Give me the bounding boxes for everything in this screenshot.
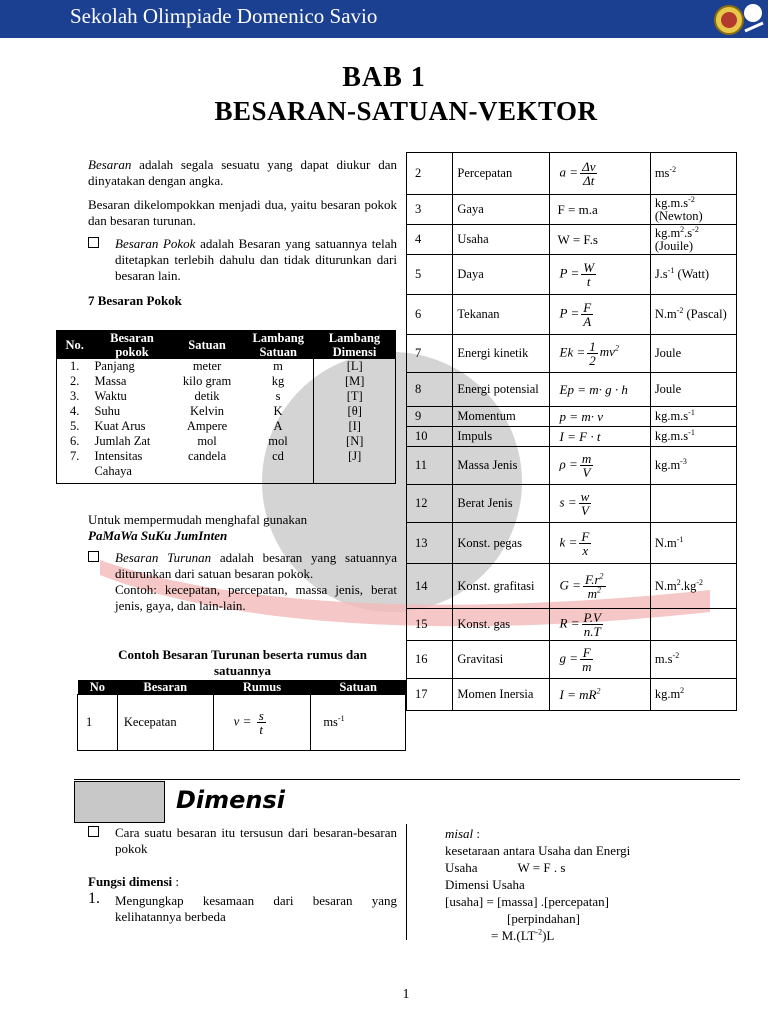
table-row	[57, 449, 396, 484]
row-besaran: Kuat Arus	[94, 419, 146, 433]
row-unit: $kg.m^{-3}$	[650, 447, 736, 485]
kesetaraan-text: kesetaraan antara Usaha dan Energi	[445, 843, 631, 858]
besaran-definition	[88, 157, 397, 189]
row-no: 17	[407, 679, 453, 711]
row-no: 7.	[70, 449, 80, 463]
table-row	[407, 523, 737, 564]
row-dimensi: [J]	[314, 449, 396, 484]
table-row	[57, 419, 396, 434]
row-unit: $kg.m^2$	[650, 679, 736, 711]
formula-lhs: ρ =	[559, 456, 578, 472]
row-besaran: Suhu	[94, 404, 121, 418]
row-lambang: m	[273, 359, 283, 373]
formula-fraction	[580, 646, 593, 673]
besaran-def-text: adalah segala sesuatu yang dapat diukur dan dinyatakan dengan angka.	[88, 157, 397, 188]
table-row	[407, 195, 737, 225]
row-quantity: Energi kinetik	[453, 335, 549, 373]
row-quantity: Konst. grafitasi	[453, 564, 549, 609]
fraction-denominator: V	[581, 503, 589, 518]
formula-lhs: R =	[559, 615, 580, 631]
row-besaran: Waktu	[94, 389, 127, 403]
row-unit	[650, 153, 736, 195]
row-no: 6.	[70, 434, 80, 448]
row-quantity: Momentum	[453, 407, 549, 427]
misal-label: misal	[445, 826, 474, 841]
unit-exponent: -1	[337, 713, 345, 723]
row-quantity: Percepatan	[453, 153, 549, 195]
row-formula	[549, 335, 650, 373]
table-row	[407, 485, 737, 523]
row-no: 13	[407, 523, 453, 564]
row-lambang: A	[273, 419, 283, 433]
row-besaran: Massa	[94, 374, 127, 388]
pokok-definition	[88, 236, 397, 284]
unit-text: ms	[654, 166, 670, 180]
fungsi-item-1	[88, 890, 397, 925]
row-no: 7	[407, 335, 453, 373]
fraction-denominator: A	[583, 314, 592, 329]
formula-lhs: v =	[233, 713, 252, 729]
table-row	[57, 374, 396, 389]
fraction-numerator: F	[583, 300, 592, 315]
school-name: Sekolah Olimpiade Domenico Savio	[70, 4, 378, 28]
formula-fraction	[579, 530, 591, 557]
row-formula: F = m.a	[549, 195, 650, 225]
row-dimensi: [N]	[314, 434, 396, 449]
turunan-term: Besaran Turunan	[115, 550, 212, 565]
fraction-numerator: P.V	[583, 610, 601, 625]
fungsi-heading	[88, 874, 179, 890]
fraction-numerator: 1	[589, 339, 596, 354]
unit-exponent: -2	[669, 164, 677, 174]
table-row	[57, 359, 396, 374]
row-lambang: K	[273, 404, 283, 418]
misal-colon: :	[473, 826, 481, 841]
row-formula: W = F.s	[549, 225, 650, 255]
formula-fraction	[587, 340, 598, 367]
dimensi-line-2: [perpindahan]	[507, 911, 580, 926]
row-quantity: Usaha	[453, 225, 549, 255]
table-row	[407, 335, 737, 373]
col-header: Satuan	[311, 680, 406, 695]
row-quantity: Konst. gas	[453, 609, 549, 641]
section-divider	[74, 779, 740, 780]
formula-fraction	[257, 709, 266, 736]
table-row	[78, 695, 406, 751]
row-dimensi: [M]	[314, 374, 396, 389]
fraction-denominator: Δt	[583, 173, 595, 188]
row-formula	[549, 255, 650, 295]
row-quantity: Berat Jenis	[453, 485, 549, 523]
row-dimensi: [L]	[314, 359, 396, 374]
row-quantity: Energi potensial	[453, 373, 549, 407]
row-lambang: kg	[271, 374, 285, 388]
row-besaran: Panjang	[94, 359, 135, 373]
pokok-table	[56, 330, 396, 484]
col-header: Rumus	[213, 680, 311, 695]
dimensi-line-1: [usaha] = [massa] .[percepatan]	[445, 894, 609, 909]
row-no: 2	[407, 153, 453, 195]
formula-lhs: g =	[559, 650, 579, 666]
row-no: 10	[407, 427, 453, 447]
row-formula: I = F · t	[549, 427, 650, 447]
row-unit: $J.s^{-1}$ (Watt)	[650, 255, 736, 295]
row-quantity: Massa Jenis	[453, 447, 549, 485]
usaha-formula: W = F . s	[517, 860, 566, 875]
row-satuan: candela	[187, 449, 227, 463]
row-no: 9	[407, 407, 453, 427]
checkbox-bullet-icon	[88, 237, 99, 248]
table-row	[407, 609, 737, 641]
row-formula	[549, 609, 650, 641]
fraction-denominator: t	[586, 274, 591, 289]
col-header: Besaran pokok	[92, 331, 171, 360]
table-row	[407, 255, 737, 295]
row-formula	[213, 695, 311, 751]
fraction-denominator: V	[582, 465, 591, 480]
table-row	[407, 225, 737, 255]
row-lambang: mol	[268, 434, 288, 448]
row-no: 16	[407, 641, 453, 679]
formula-rhs: $mv^2$	[599, 344, 619, 360]
table-row	[407, 447, 737, 485]
row-no: 6	[407, 295, 453, 335]
row-besaran: Jumlah Zat	[94, 434, 151, 448]
row-formula	[549, 564, 650, 609]
col-header: Besaran	[117, 680, 213, 695]
column-divider	[406, 824, 407, 940]
row-lambang: s	[275, 389, 281, 403]
usaha-line	[445, 859, 630, 876]
row-unit	[650, 609, 736, 641]
table-row	[407, 679, 737, 711]
row-unit	[650, 485, 736, 523]
besaran-split: Besaran dikelompokkan menjadi dua, yaitu besaran pokok dan besaran turunan.	[88, 197, 397, 228]
row-formula	[549, 485, 650, 523]
pokok-table-header	[57, 331, 396, 360]
row-quantity: Tekanan	[453, 295, 549, 335]
formula-fraction	[582, 611, 603, 638]
row-dimensi: [I]	[314, 419, 396, 434]
row-formula	[549, 153, 650, 195]
formula-fraction	[580, 452, 593, 479]
formula-lhs: G =	[559, 576, 581, 592]
section-marker-box	[74, 781, 165, 823]
fraction-numerator: w	[580, 489, 590, 504]
mnemonic-lead: Untuk mempermudah menghafal gunakan	[88, 512, 308, 527]
dimensi-usaha-label: Dimensi Usaha	[445, 877, 525, 892]
table-row	[57, 434, 396, 449]
row-no: 14	[407, 564, 453, 609]
row-unit: $kg.m.s^{-1}$	[650, 407, 736, 427]
dimensi-bullet	[88, 825, 397, 857]
formula-fraction	[581, 261, 596, 288]
fungsi-label: Fungsi dimensi	[88, 874, 173, 889]
table-row	[407, 564, 737, 609]
dimensi-title: Dimensi	[176, 786, 286, 814]
unit-text: ms	[323, 715, 338, 729]
row-unit	[311, 695, 406, 751]
turunan-def-text: adalah besaran yang satuannya diturunkan dari satuan besaran pokok.	[115, 550, 398, 581]
table-row	[407, 373, 737, 407]
fraction-numerator: F	[581, 528, 590, 544]
row-satuan: kilo gram	[182, 374, 232, 388]
row-satuan: meter	[192, 359, 222, 373]
dimensi-line-3: = $M.(LT^{-2})L$	[491, 927, 555, 943]
row-quantity: Impuls	[453, 427, 549, 447]
row-quantity: Gaya	[453, 195, 549, 225]
table-row	[407, 295, 737, 335]
item-text: Mengungkap kesamaan dari besaran yang kelihatannya berbeda	[115, 893, 397, 924]
fraction-denominator: n.T	[583, 624, 601, 639]
col-header: Satuan	[172, 331, 243, 360]
row-dimensi: [θ]	[314, 404, 396, 419]
formula-fraction	[579, 490, 592, 517]
turunan-definition	[88, 550, 397, 614]
row-formula: p = m· v	[549, 407, 650, 427]
turunan-heading: Contoh Besaran Turunan beserta rumus dan satuannya	[118, 647, 367, 678]
row-formula	[549, 641, 650, 679]
row-satuan: mol	[197, 434, 217, 448]
usaha-label: Usaha	[445, 860, 478, 875]
fraction-denominator: t	[259, 722, 264, 737]
fraction-numerator: F	[580, 646, 593, 660]
fraction-denominator: m	[582, 659, 592, 674]
table-row	[57, 404, 396, 419]
col-header: Lambang Dimensi	[314, 331, 396, 360]
header-bar	[0, 0, 768, 38]
checkbox-bullet-icon	[88, 826, 99, 837]
turunan-table-header	[78, 680, 406, 695]
col-header: Lambang Satuan	[243, 331, 314, 360]
row-formula: Ep = m· g · h	[549, 373, 650, 407]
turunan-table	[77, 680, 406, 751]
row-unit: $N.m^{-1}$	[650, 523, 736, 564]
formula-lhs: Ek =	[559, 344, 586, 360]
row-formula	[549, 295, 650, 335]
row-no: 11	[407, 447, 453, 485]
besaran-term: Besaran	[88, 157, 132, 172]
row-quantity: Momen Inersia	[453, 679, 549, 711]
row-no: 1.	[70, 359, 80, 373]
row-dimensi: [T]	[314, 389, 396, 404]
fraction-numerator: m	[581, 451, 592, 466]
fraction-denominator: x	[582, 542, 589, 558]
formula-fraction	[581, 301, 593, 328]
row-satuan: Ampere	[186, 419, 228, 433]
table-row	[407, 641, 737, 679]
misal-block	[445, 825, 630, 944]
col-header: No.	[57, 331, 93, 360]
row-no: 2.	[70, 374, 80, 388]
chapter-title: BESARAN-SATUAN-VEKTOR	[214, 96, 598, 126]
formula-lhs: P =	[559, 265, 580, 281]
school-emblem-icon	[705, 1, 765, 37]
formula-lhs: P =	[559, 305, 580, 321]
row-satuan: detik	[194, 389, 220, 403]
row-no: 3	[407, 195, 453, 225]
row-formula	[549, 447, 650, 485]
row-quantity: Konst. pegas	[453, 523, 549, 564]
row-formula: $I = mR^2$	[549, 679, 650, 711]
row-no: 5	[407, 255, 453, 295]
row-no: 1	[78, 695, 118, 751]
row-no: 8	[407, 373, 453, 407]
checkbox-bullet-icon	[88, 551, 99, 562]
row-unit: $m.s^{-2}$	[650, 641, 736, 679]
row-lambang: cd	[272, 449, 284, 463]
pokok-def-text: adalah Besaran yang satuannya telah ditetapkan terlebih dahulu dan tidak diturunkan dari besaran lain.	[115, 236, 398, 283]
formula-lhs: k =	[559, 533, 578, 549]
row-unit: $kg.m^2.s^{-2}$ (Jouile)	[650, 225, 736, 255]
formula-fraction	[583, 573, 606, 600]
row-quantity: Daya	[453, 255, 549, 295]
row-no: 15	[407, 609, 453, 641]
row-satuan: Kelvin	[190, 404, 225, 418]
row-name: Kecepatan	[117, 695, 213, 751]
fraction-numerator: $F.r^2$	[584, 571, 604, 587]
row-unit: $kg.m.s^{-1}$	[650, 427, 736, 447]
row-formula	[549, 523, 650, 564]
fraction-numerator: W	[583, 260, 595, 275]
fraction-numerator: Δv	[582, 159, 596, 174]
row-no: 5.	[70, 419, 80, 433]
table-row	[407, 427, 737, 447]
page-number: 1	[402, 987, 410, 1002]
row-unit: Joule	[650, 335, 736, 373]
row-unit: $N.m^{-2}$ (Pascal)	[650, 295, 736, 335]
pokok-term: Besaran Pokok	[115, 236, 196, 251]
formula-fraction	[580, 160, 597, 187]
row-no: 3.	[70, 389, 80, 403]
row-no: 4.	[70, 404, 80, 418]
row-unit: $N.m^2.kg^{-2}$	[650, 564, 736, 609]
misal-line	[445, 825, 630, 842]
fraction-denominator: 2	[589, 353, 596, 368]
col-header: No	[78, 680, 118, 695]
formula-table	[406, 152, 737, 711]
row-quantity: Gravitasi	[453, 641, 549, 679]
dimensi-bullet-text: Cara suatu besaran itu tersusun dari besaran-besaran pokok	[115, 825, 397, 856]
item-number: 1.	[88, 890, 100, 907]
fungsi-colon: :	[172, 874, 180, 889]
fraction-denominator: $m^2$	[587, 585, 601, 601]
row-unit: $kg.m.s^{-2}$ (Newton)	[650, 195, 736, 225]
mnemonic-text: PaMaWa SuKu JumInten	[88, 528, 228, 543]
fraction-numerator: s	[258, 708, 264, 723]
table-row	[407, 407, 737, 427]
row-no: 12	[407, 485, 453, 523]
turunan-contoh: Contoh: kecepatan, percepatan, massa jenis, berat jenis, gaya, dan lain-lain.	[115, 582, 397, 613]
table-row	[57, 389, 396, 404]
formula-lhs: a =	[559, 164, 579, 180]
row-unit: Joule	[650, 373, 736, 407]
row-no: 4	[407, 225, 453, 255]
chapter-label: BAB 1	[342, 62, 426, 93]
formula-lhs: s =	[559, 494, 577, 510]
table-row	[407, 153, 737, 195]
row-besaran: Intensitas Cahaya	[94, 449, 143, 478]
pokok-heading: 7 Besaran Pokok	[88, 293, 182, 308]
